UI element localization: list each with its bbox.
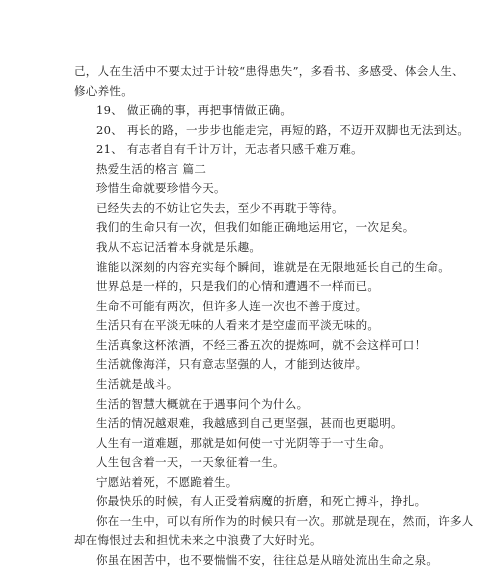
quote-line: 谁能以深刻的内容充实每个瞬间，谁就是在无限地延长自己的生命。: [96, 259, 450, 274]
paragraph-line: 己，人在生活中不要太过于计较“患得患失”，多看书、多感受、体会人生、: [74, 64, 464, 78]
paragraph-line: 却在悔恨过去和担忧未来之中浪费了大好时光。: [74, 533, 322, 548]
quote-line: 你最快乐的时候，有人正受着病魔的折磨，和死亡搏斗，挣扎。: [96, 494, 427, 509]
quote-line: 生命不可能有两次，但许多人连一次也不善于度过。: [96, 298, 368, 313]
numbered-item: 19、 做正确的事，再把事情做正确。: [96, 103, 293, 118]
quote-line: 世界总是一样的，只是我们的心情和遭遇不一样而已。: [96, 279, 380, 294]
quote-line: 生活就是战斗。: [96, 376, 179, 391]
quote-line: 生活只有在平淡无味的人看来才是空虚而平淡无味的。: [96, 318, 380, 333]
quote-line: 我从不忘记活着本身就是乐趣。: [96, 240, 262, 255]
paragraph-line: 修心养性。: [74, 83, 133, 98]
numbered-item: 21、 有志者自有千计万计，无志者只感千难万难。: [96, 142, 363, 157]
quote-line: 生活就像海洋，只有意志坚强的人，才能到达彼岸。: [96, 357, 368, 372]
quote-line: 人生有一道难题，那就是如何使一寸光阴等于一寸生命。: [96, 435, 391, 450]
quote-line: 已经失去的不妨让它失去，至少不再耽于等待。: [96, 200, 344, 215]
quote-line: 人生包含着一天，一天象征着一生。: [96, 455, 285, 470]
numbered-item: 20、 再长的路，一步步也能走完，再短的路，不迈开双脚也无法到达。: [96, 122, 470, 137]
quote-line: 宁愿站着死，不愿跪着生。: [96, 474, 238, 489]
quote-line: 你虽在困苦中，也不要惴惴不安，往往总是从暗处流出生命之泉。: [96, 553, 439, 567]
quote-line: 生活真象这杯浓酒，不经三番五次的提炼呵，就不会这样可口！: [96, 337, 427, 352]
quote-line: 生活的智慧大概就在于遇事问个为什么。: [96, 396, 309, 411]
quote-line: 你在一生中，可以有所作为的时候只有一次。那就是现在，然而，许多人: [96, 513, 474, 528]
section-heading: 热爱生活的格言 篇二: [96, 161, 207, 176]
quote-line: 我们的生命只有一次，但我们如能正确地运用它，一次足矣。: [96, 220, 415, 235]
quote-line: 珍惜生命就要珍惜今天。: [96, 181, 226, 196]
quote-line: 生活的情况越艰难，我越感到自己更坚强，甚而也更聪明。: [96, 416, 403, 431]
